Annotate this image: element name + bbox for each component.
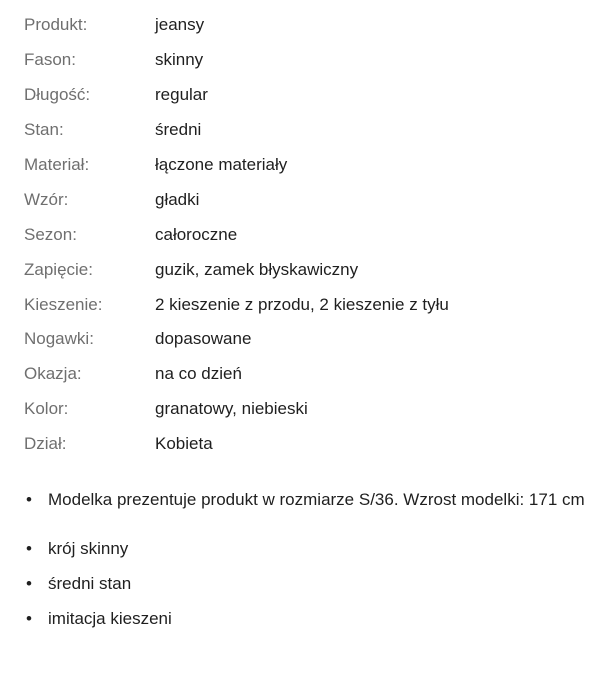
detail-value: dopasowane (155, 329, 252, 349)
feature-list (26, 531, 596, 636)
detail-value: granatowy, niebieski (155, 399, 308, 419)
detail-value: guzik, zamek błyskawiczny (155, 259, 359, 279)
detail-label: Zapięcie: (24, 259, 93, 279)
detail-row-closure (24, 252, 604, 287)
model-info-list (26, 484, 596, 516)
detail-value: łączone materiały (155, 155, 288, 174)
detail-label: Kieszenie: (24, 294, 103, 314)
detail-row-length (24, 78, 604, 113)
detail-row-legs (24, 322, 604, 357)
detail-label: Okazja: (24, 364, 82, 384)
detail-label: Wzór: (24, 189, 69, 209)
detail-label: Materiał: (24, 155, 90, 174)
detail-label: Stan: (24, 120, 64, 140)
detail-value: skinny (155, 50, 204, 70)
detail-label: Nogawki: (24, 329, 94, 349)
product-details-table (24, 8, 604, 462)
detail-label: Długość: (24, 85, 91, 105)
feature-item: • średni stan (26, 566, 596, 601)
detail-value: całoroczne (155, 224, 238, 244)
detail-value: na co dzień (155, 364, 242, 384)
detail-row-season (24, 217, 604, 252)
detail-row-product (24, 8, 604, 43)
detail-row-department (24, 427, 604, 462)
feature-item: • krój skinny (26, 531, 596, 566)
detail-row-occasion (24, 357, 604, 392)
detail-value: średni (155, 120, 202, 140)
detail-row-rise (24, 113, 604, 148)
detail-value: gładki (155, 189, 200, 209)
model-info-item: • Modelka prezentuje produkt w rozmiarze S/36. Wzrost modelki: 171 cm (26, 484, 596, 516)
detail-value: jeansy (155, 15, 205, 35)
feature-item: • imitacja kieszeni (26, 601, 596, 636)
detail-label: Fason: (24, 50, 76, 70)
detail-row-fit (24, 43, 604, 78)
detail-label: Dział: (24, 434, 67, 454)
detail-row-color (24, 392, 604, 427)
detail-value: 2 kieszenie z przodu, 2 kieszenie z tyłu (155, 294, 449, 314)
detail-label: Sezon: (24, 224, 77, 244)
detail-label: Kolor: (24, 399, 69, 419)
detail-row-pattern (24, 182, 604, 217)
detail-value: regular (155, 85, 208, 105)
detail-value: Kobieta (155, 434, 213, 454)
detail-row-material (24, 148, 604, 183)
detail-label: Produkt: (24, 15, 88, 35)
product-notes (26, 484, 596, 636)
detail-row-pockets (24, 287, 604, 322)
